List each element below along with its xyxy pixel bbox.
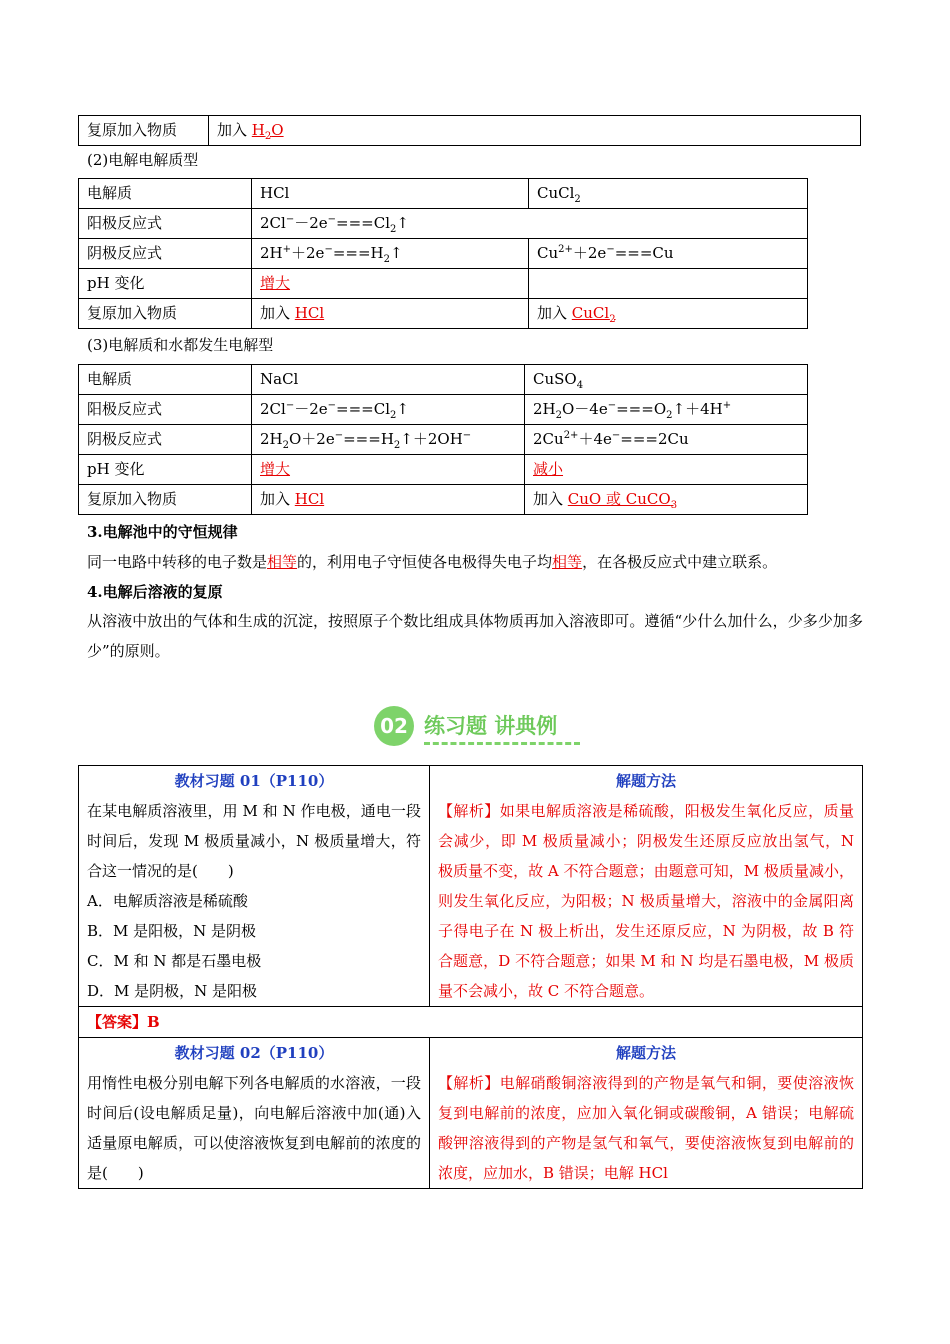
restore-heading: 4.电解后溶液的复原 — [87, 583, 223, 601]
row-label: 复原加入物质 — [79, 485, 252, 515]
exercise1-analysis: 【解析】如果电解质溶液是稀硫酸，阳极发生氧化反应，质量会减少，即 M 极质量减小；阴极发生还原反应放出氢气，N 极质量不变，故 A 不符合题意；由题意可知，M 极质量减小，则发生氧化反应，为阳极；N 极质量增大，溶液中的金属阳离子得电子在 N 极上析出，发生还原反应，N 为阴极，故 B 符合题意，D 不符合题意；如果 M 和 N 均是石墨电极，M 极质量不会减小，故 C 不符合题意。 — [438, 802, 854, 1000]
cell-nacl-anode: $2Cl^--2e^-===Cl_2↑$ — [252, 395, 525, 425]
table-row — [79, 425, 808, 455]
row-label: 阳极反应式 — [79, 209, 252, 239]
table-row — [79, 455, 808, 485]
exercise1-option-b: B．M 是阳极，N 是阴极 — [87, 922, 257, 940]
row-label: 阴极反应式 — [79, 239, 252, 269]
cell-restore-hcl: 加入 HCl — [252, 299, 529, 329]
table-row — [79, 1007, 863, 1038]
exercise1-answer: 【答案】B — [79, 1007, 863, 1038]
section2-table — [78, 178, 808, 329]
row-label: 电解质 — [79, 365, 252, 395]
table-row — [79, 299, 808, 329]
exercise2-analysis: 【解析】电解硝酸铜溶液得到的产物是氧气和铜，要使溶液恢复到电解前的浓度，应加入氧化铜或碳酸铜，A 错误；电解硫酸钾溶液得到的产物是氢气和氧气，要使溶液恢复到电解前的浓度，应加水，B 错误；电解 HCl — [438, 1074, 854, 1182]
table-row — [79, 365, 808, 395]
exercise1-method-title: 解题方法 — [615, 772, 676, 790]
cell-cuso4-anode: $2H_2O-4e^-===O_2↑+4H^+$ — [525, 395, 808, 425]
row-label: 电解质 — [79, 179, 252, 209]
section-number-badge: 02 — [374, 706, 414, 746]
row-label: pH 变化 — [79, 455, 252, 485]
cell-nacl: NaCl — [252, 365, 525, 395]
row-label: 阳极反应式 — [79, 395, 252, 425]
row-value: 加入 $H_2O$ — [209, 116, 861, 146]
restore-text: 从溶液中放出的气体和生成的沉淀，按照原子个数比组成具体物质再加入溶液即可。遵循“少什么加什么，少多少加多少”的原则。 — [87, 612, 863, 660]
exercise-table — [78, 765, 863, 1189]
exercise1-question: 在某电解质溶液里，用 M 和 N 作电极，通电一段时间后，发现 M 极质量减小，N 极质量增大，符合这一情况的是( ) — [87, 802, 421, 880]
exercise1-option-d: D．M 是阴极，N 是阳极 — [87, 982, 258, 1000]
table-row — [79, 485, 808, 515]
table-row — [79, 209, 808, 239]
exercise2-method-title: 解题方法 — [615, 1044, 676, 1062]
exercise2-question-cell — [79, 1038, 430, 1189]
table-row — [79, 179, 808, 209]
row-label: 阴极反应式 — [79, 425, 252, 455]
cell-ph-cucl2 — [529, 269, 808, 299]
exercise1-question-cell — [79, 766, 430, 1007]
table-row — [79, 766, 863, 1007]
exercise1-option-c: C．M 和 N 都是石墨电极 — [87, 952, 262, 970]
cell-cu-cathode: $Cu^{2+}+2e^-===Cu$ — [529, 239, 808, 269]
exercise1-method-cell — [430, 766, 863, 1007]
cell-nacl-cathode: $2H_2O+2e^-===H_2↑+2OH^-$ — [252, 425, 525, 455]
top-restore-table — [78, 115, 861, 146]
cell-restore-cucl2: 加入 CuCl$_2$ — [529, 299, 808, 329]
row-label: 复原加入物质 — [79, 116, 209, 146]
cell-ph-hcl: 增大 — [252, 269, 529, 299]
exercise2-title: 教材习题 02（P110） — [174, 1044, 334, 1062]
section3-heading: (3)电解质和水都发生电解型 — [87, 336, 274, 354]
cell-cuso4: CuSO$_4$ — [525, 365, 808, 395]
section-banner-title: 练习题 讲典例 — [424, 714, 558, 738]
exercise2-method-cell — [430, 1038, 863, 1189]
cell-hcl-cathode: $2H^++2e^-===H_2↑$ — [252, 239, 529, 269]
table-row — [79, 395, 808, 425]
cell-hcl: HCl — [252, 179, 529, 209]
cell-ph-nacl: 增大 — [252, 455, 525, 485]
cell-anode-eq: $2Cl^--2e^-===Cl_2↑$ — [252, 209, 808, 239]
row-label: 复原加入物质 — [79, 299, 252, 329]
conservation-heading: 3.电解池中的守恒规律 — [87, 523, 238, 541]
cell-ph-cuso4: 减小 — [525, 455, 808, 485]
exercise1-title: 教材习题 01（P110） — [174, 772, 334, 790]
banner-divider — [424, 742, 580, 745]
cell-cucl2: CuCl$_2$ — [529, 179, 808, 209]
cell-cuso4-cathode: $2Cu^{2+}+4e^-===2Cu$ — [525, 425, 808, 455]
table-row — [79, 116, 861, 146]
section2-heading: (2)电解电解质型 — [87, 151, 199, 169]
row-label: pH 变化 — [79, 269, 252, 299]
section3-table — [78, 364, 808, 515]
conservation-text: 同一电路中转移的电子数是相等的，利用电子守恒使各电极得失电子均相等，在各极反应式中建立联系。 — [87, 553, 778, 571]
table-row — [79, 239, 808, 269]
cell-restore-nacl: 加入 HCl — [252, 485, 525, 515]
cell-restore-cuso4: 加入 CuO 或 CuCO$_3$ — [525, 485, 808, 515]
exercise1-option-a: A．电解质溶液是稀硫酸 — [87, 892, 248, 910]
table-row — [79, 1038, 863, 1189]
exercise2-question: 用惰性电极分别电解下列各电解质的水溶液，一段时间后(设电解质足量)，向电解后溶液中加(通)入适量原电解质，可以使溶液恢复到电解前的浓度的是( ) — [87, 1074, 421, 1182]
table-row — [79, 269, 808, 299]
